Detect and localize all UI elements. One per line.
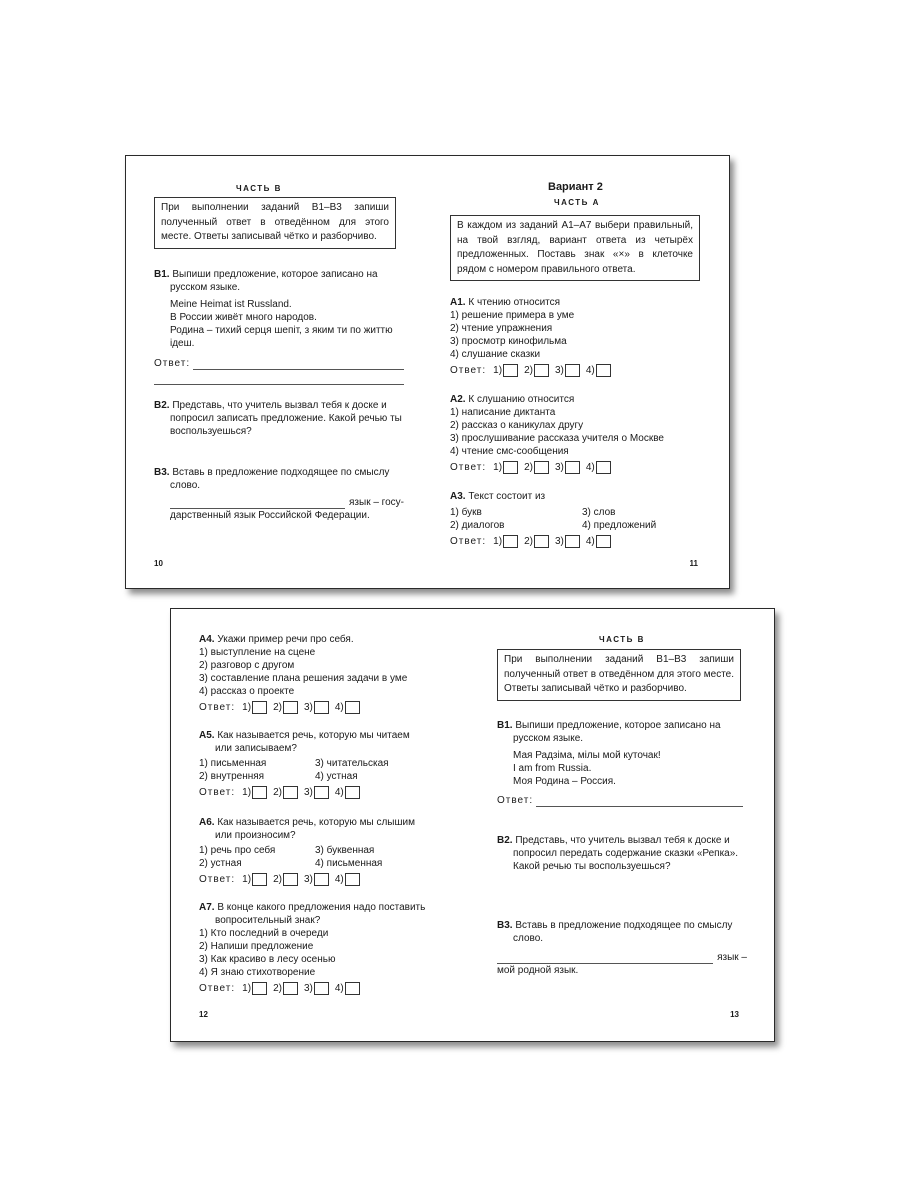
question-text: Представь, что учитель вызвал тебя к доске и попросил передать содержание сказки «Репка». Какой речью ты воспользуешься? (513, 835, 739, 872)
answer-checkbox-3[interactable] (565, 461, 580, 474)
option: 2) внутренняя (199, 771, 265, 782)
question-number: В3. (497, 920, 513, 931)
instruction-box: При выполнении заданий В1–В3 запиши полученный ответ в отведённом для этого месте. Ответы записывай чётко и разборчиво. (154, 197, 396, 249)
page-number: 11 (689, 559, 698, 568)
answer-checkbox-3[interactable] (314, 786, 329, 799)
question-b2 (497, 834, 747, 873)
option: 1) решение примера в уме (450, 310, 575, 321)
answer-row: Ответ: 1) 2) 3) 4) (450, 364, 710, 377)
question-number: А4. (199, 634, 215, 645)
spread-pages-10-11 (125, 155, 730, 589)
question-number: А7. (199, 902, 215, 913)
question-b1 (154, 268, 404, 385)
instruction-box: В каждом из заданий А1–А7 выбери правильный, на твой взгляд, вариант ответа из четырёх предложенных. Поставь знак «×» в клеточке рядом с номером правильного ответа. (450, 215, 700, 281)
gap-text: язык – госу- (349, 497, 404, 508)
page-12 (171, 609, 461, 1041)
answer-checkbox-3[interactable] (565, 535, 580, 548)
instruction-box: При выполнении заданий В1–В3 запиши полученный ответ в отведённом для этого месте. Ответы записывай чётко и разборчиво. (497, 649, 741, 701)
question-a2 (450, 393, 720, 474)
variant-title: Вариант 2 (548, 181, 603, 193)
answer-line[interactable] (154, 370, 404, 385)
answer-row: Ответ: 1) 2) 3) 4) (199, 873, 427, 886)
answer-checkbox-2[interactable] (283, 873, 298, 886)
question-b3 (497, 919, 747, 977)
option: 4) устная (315, 771, 358, 782)
answer-checkbox-1[interactable] (252, 982, 267, 995)
option: 4) Я знаю стихотворение (199, 967, 316, 978)
page-number: 10 (154, 559, 163, 568)
question-number: А2. (450, 394, 466, 405)
answer-checkbox-3[interactable] (314, 982, 329, 995)
answer-checkbox-2[interactable] (283, 786, 298, 799)
page-11 (426, 156, 716, 588)
question-number: В3. (154, 467, 170, 478)
answer-checkbox-4[interactable] (596, 535, 611, 548)
question-a7 (199, 901, 427, 995)
option: 2) чтение упражнения (450, 323, 553, 334)
question-text: Укажи пример речи про себя. (217, 634, 354, 645)
answer-checkbox-4[interactable] (345, 982, 360, 995)
answer-checkbox-1[interactable] (503, 364, 518, 377)
question-a6 (199, 816, 427, 886)
answer-checkbox-4[interactable] (596, 461, 611, 474)
answer-checkbox-2[interactable] (283, 701, 298, 714)
question-text: Как называется речь, которую мы читаем или записываем? (215, 730, 410, 754)
example-line: Meine Heimat ist Russland. (170, 299, 292, 310)
question-a3 (450, 490, 710, 548)
question-number: А6. (199, 817, 215, 828)
question-text: Выпиши предложение, которое записано на русском языке. (170, 269, 378, 293)
option: 1) письменная (199, 758, 267, 769)
answer-checkbox-1[interactable] (503, 535, 518, 548)
question-number: В2. (497, 835, 513, 846)
option: 4) чтение смс-сообщения (450, 446, 569, 457)
option: 3) составление плана решения задачи в уме (199, 673, 408, 684)
question-text: К слушанию относится (468, 394, 575, 405)
answer-field[interactable] (497, 794, 743, 807)
page-10 (126, 156, 416, 588)
answer-row: Ответ: 1) 2) 3) 4) (199, 701, 459, 714)
option: 4) письменная (315, 858, 383, 869)
answer-checkbox-4[interactable] (345, 701, 360, 714)
option: 2) рассказ о каникулах другу (450, 420, 584, 431)
answer-checkbox-4[interactable] (345, 786, 360, 799)
question-number: В2. (154, 400, 170, 411)
example-line: Мая Радзіма, мілы мой куточак! (513, 750, 661, 761)
question-text: Вставь в предложение подходящее по смыслу слово. (170, 467, 390, 491)
option: 1) речь про себя (199, 845, 276, 856)
question-a5 (199, 729, 427, 799)
question-b3 (154, 466, 404, 522)
answer-checkbox-4[interactable] (345, 873, 360, 886)
gap-continuation: дарственный язык Российской Федерации. (170, 510, 370, 521)
answer-checkbox-1[interactable] (252, 786, 267, 799)
question-number: А1. (450, 297, 466, 308)
page-13 (471, 609, 761, 1041)
question-text: В конце какого предложения надо поставить вопросительный знак? (215, 902, 426, 926)
answer-checkbox-1[interactable] (252, 701, 267, 714)
answer-checkbox-3[interactable] (314, 873, 329, 886)
option: 3) читательская (315, 758, 389, 769)
option: 2) устная (199, 858, 242, 869)
gap-fill[interactable] (154, 496, 404, 509)
spread-pages-12-13 (170, 608, 775, 1042)
answer-checkbox-1[interactable] (503, 461, 518, 474)
option: 3) Как красиво в лесу осенью (199, 954, 336, 965)
option: 2) разговор с другом (199, 660, 295, 671)
option: 1) Кто последний в очереди (199, 928, 329, 939)
option: 3) слов (582, 507, 616, 518)
question-text: Выпиши предложение, которое записано на русском языке. (513, 720, 721, 744)
answer-checkbox-4[interactable] (596, 364, 611, 377)
question-b1 (497, 719, 747, 807)
option: 3) буквенная (315, 845, 375, 856)
question-b2 (154, 399, 404, 438)
question-text: Как называется речь, которую мы слышим или произносим? (215, 817, 415, 841)
gap-fill[interactable] (497, 951, 747, 964)
option: 2) диалогов (450, 520, 505, 531)
answer-row: Ответ: 1) 2) 3) 4) (199, 786, 427, 799)
answer-checkbox-2[interactable] (534, 535, 549, 548)
gap-text: язык – (717, 952, 747, 963)
answer-row: Ответ: 1) 2) 3) 4) (450, 461, 720, 474)
question-a4 (199, 633, 459, 714)
page-number: 12 (199, 1010, 208, 1019)
option: 1) букв (450, 507, 482, 518)
section-heading: ЧАСТЬ В (599, 635, 645, 644)
answer-checkbox-3[interactable] (565, 364, 580, 377)
section-heading: ЧАСТЬ А (554, 198, 600, 207)
page-number: 13 (730, 1010, 739, 1019)
option: 1) написание диктанта (450, 407, 556, 418)
answer-checkbox-2[interactable] (534, 461, 549, 474)
answer-checkbox-3[interactable] (314, 701, 329, 714)
section-heading: ЧАСТЬ В (236, 184, 282, 193)
answer-checkbox-2[interactable] (283, 982, 298, 995)
answer-label: Ответ: (154, 358, 191, 369)
option: 4) слушание сказки (450, 349, 541, 360)
answer-field[interactable] (154, 357, 404, 370)
option: 4) рассказ о проекте (199, 686, 295, 697)
example-line: В России живёт много народов. (170, 312, 317, 323)
example-line: Родина – тихий серця шепіт, з яким ти по життю ідеш. (170, 325, 393, 349)
question-text: К чтению относится (468, 297, 561, 308)
question-number: А3. (450, 491, 466, 502)
option: 3) просмотр кинофильма (450, 336, 567, 347)
option: 2) Напиши предложение (199, 941, 314, 952)
answer-checkbox-1[interactable] (252, 873, 267, 886)
answer-row: Ответ: 1) 2) 3) 4) (450, 535, 710, 548)
example-line: I am from Russia. (513, 763, 592, 774)
question-a1 (450, 296, 710, 377)
question-number: В1. (154, 269, 170, 280)
answer-checkbox-2[interactable] (534, 364, 549, 377)
answer-label: Ответ: (497, 795, 534, 806)
question-number: В1. (497, 720, 513, 731)
question-text: Текст состоит из (468, 491, 546, 502)
gap-continuation: мой родной язык. (497, 965, 579, 976)
question-text: Представь, что учитель вызвал тебя к доске и попросил записать предложение. Какой речью ты воспользуешься? (170, 400, 402, 437)
example-line: Моя Родина – Россия. (513, 776, 616, 787)
option: 3) прослушивание рассказа учителя о Москве (450, 433, 664, 444)
answer-row: Ответ: 1) 2) 3) 4) (199, 982, 427, 995)
question-text: Вставь в предложение подходящее по смыслу слово. (513, 920, 733, 944)
option: 1) выступление на сцене (199, 647, 316, 658)
option: 4) предложений (582, 520, 657, 531)
question-number: А5. (199, 730, 215, 741)
